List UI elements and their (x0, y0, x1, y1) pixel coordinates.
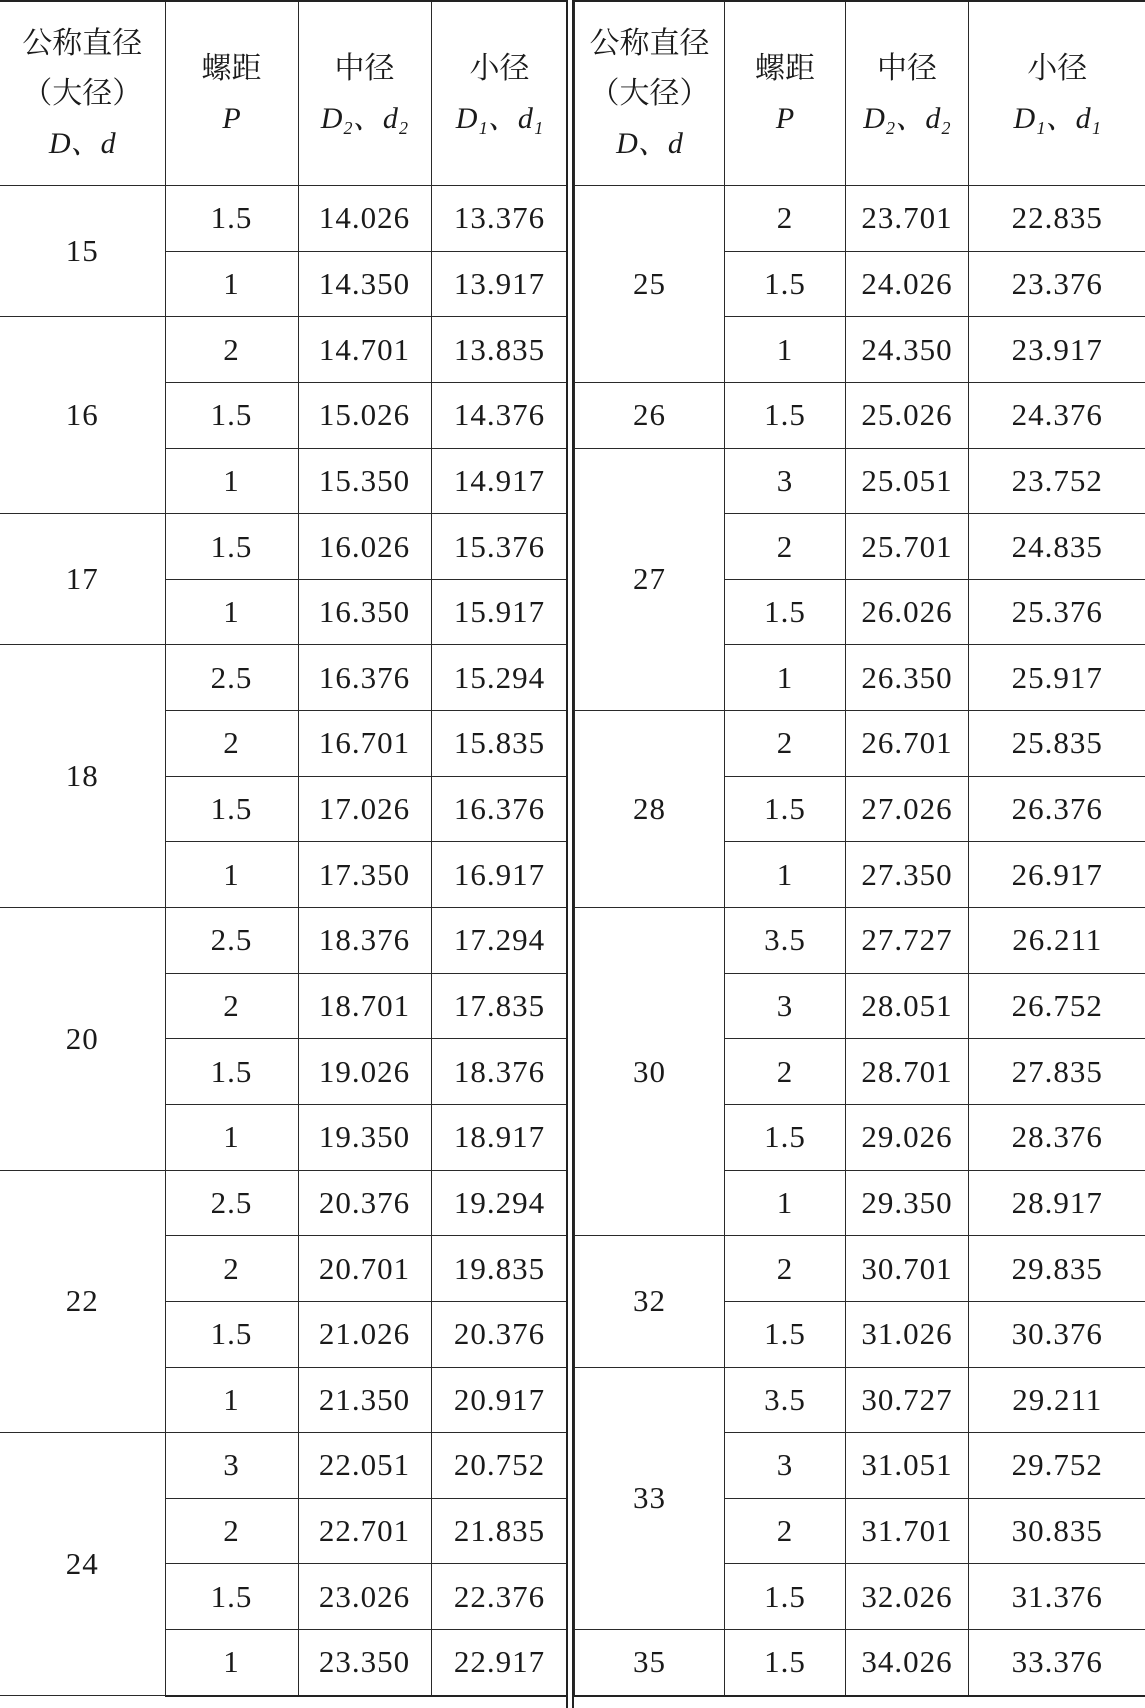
nominal-diameter-cell: 20 (0, 908, 165, 1171)
header-row (0, 1, 568, 186)
minor-diameter-cell: 33.376 (969, 1630, 1145, 1696)
pitch-cell: 2 (725, 186, 846, 252)
pitch-diameter-cell: 15.026 (298, 382, 431, 448)
minor-diameter-cell: 19.294 (431, 1170, 568, 1236)
pitch-diameter-cell: 28.701 (846, 1039, 969, 1105)
pitch-diameter-cell: 17.350 (298, 842, 431, 908)
pitch-cell: 1.5 (165, 186, 298, 252)
table-row (575, 1236, 1145, 1302)
minor-diameter-cell: 27.835 (969, 1039, 1145, 1105)
pitch-diameter-cell: 16.350 (298, 579, 431, 645)
minor-diameter-cell: 17.835 (431, 973, 568, 1039)
pitch-diameter-cell: 21.026 (298, 1301, 431, 1367)
table-row (0, 908, 568, 974)
pitch-diameter-cell: 28.051 (846, 973, 969, 1039)
pitch-cell: 1 (165, 448, 298, 514)
nominal-diameter-cell: 17 (0, 514, 165, 645)
pitch-cell: 3.5 (725, 1367, 846, 1433)
left-table-body (0, 186, 568, 1696)
minor-diameter-cell: 20.917 (431, 1367, 568, 1433)
pitch-diameter-cell: 22.701 (298, 1498, 431, 1564)
pitch-cell: 3 (725, 448, 846, 514)
pitch-diameter-cell: 31.026 (846, 1301, 969, 1367)
pitch-cell: 2 (165, 1236, 298, 1302)
pitch-cell: 1.5 (725, 251, 846, 317)
nominal-diameter-cell: 26 (575, 382, 725, 448)
pitch-diameter-cell: 22.051 (298, 1433, 431, 1499)
pitch-diameter-cell: 26.350 (846, 645, 969, 711)
pitch-diameter-cell: 24.350 (846, 317, 969, 383)
minor-diameter-cell: 24.376 (969, 382, 1145, 448)
pitch-diameter-cell: 25.051 (846, 448, 969, 514)
pitch-cell: 1.5 (725, 1564, 846, 1630)
minor-diameter-cell: 23.752 (969, 448, 1145, 514)
table-row (0, 1433, 568, 1499)
minor-diameter-cell: 28.376 (969, 1104, 1145, 1170)
nominal-diameter-cell: 32 (575, 1236, 725, 1367)
nominal-diameter-cell: 33 (575, 1367, 725, 1630)
minor-diameter-cell: 16.376 (431, 776, 568, 842)
table-row (575, 908, 1145, 974)
pitch-diameter-cell: 26.701 (846, 711, 969, 777)
minor-diameter-cell: 30.376 (969, 1301, 1145, 1367)
table-row (575, 382, 1145, 448)
pitch-diameter-cell: 23.701 (846, 186, 969, 252)
pitch-cell: 1 (725, 842, 846, 908)
minor-diameter-cell: 20.752 (431, 1433, 568, 1499)
minor-diameter-cell: 18.376 (431, 1039, 568, 1105)
pitch-cell: 2 (165, 973, 298, 1039)
minor-diameter-cell: 18.917 (431, 1104, 568, 1170)
nominal-diameter-cell: 30 (575, 908, 725, 1236)
pitch-cell: 1.5 (725, 1301, 846, 1367)
pitch-cell: 2 (725, 711, 846, 777)
pitch-diameter-cell: 19.350 (298, 1104, 431, 1170)
pitch-cell: 2 (725, 1039, 846, 1105)
nominal-diameter-header: 公称直径 （大径） D、d (0, 1, 165, 186)
pitch-cell: 1.5 (165, 1039, 298, 1105)
pitch-diameter-cell: 20.376 (298, 1170, 431, 1236)
minor-diameter-cell: 15.835 (431, 711, 568, 777)
pitch-diameter-cell: 29.350 (846, 1170, 969, 1236)
pitch-diameter-cell: 18.701 (298, 973, 431, 1039)
minor-diameter-cell: 28.917 (969, 1170, 1145, 1236)
minor-diameter-header: 小径 D₁、d₁ (969, 1, 1145, 186)
nominal-diameter-cell: 28 (575, 711, 725, 908)
pitch-diameter-cell: 29.026 (846, 1104, 969, 1170)
pitch-cell: 1 (725, 1170, 846, 1236)
pitch-cell: 2 (165, 711, 298, 777)
pitch-diameter-cell: 20.701 (298, 1236, 431, 1302)
table-row (0, 645, 568, 711)
pitch-diameter-cell: 16.026 (298, 514, 431, 580)
minor-diameter-cell: 22.917 (431, 1630, 568, 1696)
table-row (575, 448, 1145, 514)
pitch-cell: 3 (725, 1433, 846, 1499)
pitch-cell: 2 (165, 1498, 298, 1564)
pitch-diameter-cell: 19.026 (298, 1039, 431, 1105)
pitch-cell: 2.5 (165, 645, 298, 711)
pitch-diameter-cell: 25.701 (846, 514, 969, 580)
header-row (575, 1, 1145, 186)
pitch-diameter-cell: 27.350 (846, 842, 969, 908)
right-table (574, 0, 1145, 1697)
minor-diameter-cell: 26.211 (969, 908, 1145, 974)
pitch-cell: 2 (165, 317, 298, 383)
pitch-diameter-cell: 26.026 (846, 579, 969, 645)
minor-diameter-cell: 20.376 (431, 1301, 568, 1367)
minor-diameter-cell: 26.376 (969, 776, 1145, 842)
nominal-diameter-cell: 22 (0, 1170, 165, 1433)
table-row (0, 317, 568, 383)
left-table (0, 0, 569, 1697)
pitch-cell: 1.5 (165, 514, 298, 580)
pitch-diameter-cell: 14.350 (298, 251, 431, 317)
pitch-diameter-header: 中径 D₂、d₂ (298, 1, 431, 186)
minor-diameter-cell: 14.376 (431, 382, 568, 448)
minor-diameter-cell: 29.211 (969, 1367, 1145, 1433)
minor-diameter-cell: 15.917 (431, 579, 568, 645)
pitch-cell: 3.5 (725, 908, 846, 974)
minor-diameter-header: 小径 D₁、d₁ (431, 1, 568, 186)
nominal-diameter-cell: 25 (575, 186, 725, 383)
pitch-cell: 2.5 (165, 908, 298, 974)
minor-diameter-cell: 25.835 (969, 711, 1145, 777)
pitch-diameter-cell: 34.026 (846, 1630, 969, 1696)
minor-diameter-cell: 13.835 (431, 317, 568, 383)
minor-diameter-cell: 26.752 (969, 973, 1145, 1039)
pitch-diameter-cell: 27.026 (846, 776, 969, 842)
pitch-diameter-cell: 14.701 (298, 317, 431, 383)
pitch-cell: 1 (165, 1630, 298, 1696)
pitch-cell: 2.5 (165, 1170, 298, 1236)
right-table-body (575, 186, 1145, 1696)
pitch-cell: 3 (165, 1433, 298, 1499)
table-row (575, 1367, 1145, 1433)
nominal-diameter-cell: 27 (575, 448, 725, 711)
pitch-header: 螺距 P (165, 1, 298, 186)
minor-diameter-cell: 25.376 (969, 579, 1145, 645)
pitch-diameter-cell: 24.026 (846, 251, 969, 317)
pitch-cell: 3 (725, 973, 846, 1039)
table-row (575, 1630, 1145, 1696)
minor-diameter-cell: 16.917 (431, 842, 568, 908)
pitch-diameter-cell: 17.026 (298, 776, 431, 842)
pitch-cell: 1.5 (165, 1564, 298, 1630)
pitch-diameter-cell: 31.701 (846, 1498, 969, 1564)
pitch-diameter-cell: 32.026 (846, 1564, 969, 1630)
nominal-diameter-cell: 35 (575, 1630, 725, 1696)
minor-diameter-cell: 17.294 (431, 908, 568, 974)
pitch-diameter-cell: 15.350 (298, 448, 431, 514)
pitch-diameter-cell: 30.701 (846, 1236, 969, 1302)
nominal-diameter-cell: 18 (0, 645, 165, 908)
nominal-diameter-cell: 15 (0, 186, 165, 317)
pitch-diameter-cell: 16.376 (298, 645, 431, 711)
pitch-cell: 1 (165, 579, 298, 645)
pitch-diameter-cell: 14.026 (298, 186, 431, 252)
pitch-header: 螺距 P (725, 1, 846, 186)
minor-diameter-cell: 26.917 (969, 842, 1145, 908)
pitch-cell: 2 (725, 1236, 846, 1302)
pitch-diameter-cell: 27.727 (846, 908, 969, 974)
pitch-diameter-header: 中径 D₂、d₂ (846, 1, 969, 186)
pitch-diameter-cell: 18.376 (298, 908, 431, 974)
pitch-cell: 2 (725, 1498, 846, 1564)
pitch-diameter-cell: 23.026 (298, 1564, 431, 1630)
pitch-cell: 1 (165, 251, 298, 317)
pitch-cell: 1.5 (725, 776, 846, 842)
table-row (0, 186, 568, 252)
minor-diameter-cell: 15.376 (431, 514, 568, 580)
minor-diameter-cell: 25.917 (969, 645, 1145, 711)
pitch-diameter-cell: 31.051 (846, 1433, 969, 1499)
pitch-cell: 1.5 (165, 382, 298, 448)
minor-diameter-cell: 15.294 (431, 645, 568, 711)
pitch-cell: 1 (165, 842, 298, 908)
pitch-cell: 1.5 (725, 1104, 846, 1170)
minor-diameter-cell: 30.835 (969, 1498, 1145, 1564)
pitch-diameter-cell: 16.701 (298, 711, 431, 777)
pitch-diameter-cell: 25.026 (846, 382, 969, 448)
nominal-diameter-cell: 16 (0, 317, 165, 514)
minor-diameter-cell: 19.835 (431, 1236, 568, 1302)
pitch-cell: 1.5 (165, 1301, 298, 1367)
minor-diameter-cell: 24.835 (969, 514, 1145, 580)
minor-diameter-cell: 13.376 (431, 186, 568, 252)
pitch-diameter-cell: 21.350 (298, 1367, 431, 1433)
minor-diameter-cell: 29.752 (969, 1433, 1145, 1499)
minor-diameter-cell: 31.376 (969, 1564, 1145, 1630)
pitch-cell: 1 (725, 317, 846, 383)
pitch-cell: 1 (165, 1104, 298, 1170)
pitch-cell: 1.5 (725, 382, 846, 448)
pitch-diameter-cell: 23.350 (298, 1630, 431, 1696)
pitch-diameter-cell: 30.727 (846, 1367, 969, 1433)
minor-diameter-cell: 13.917 (431, 251, 568, 317)
minor-diameter-cell: 21.835 (431, 1498, 568, 1564)
pitch-cell: 1 (725, 645, 846, 711)
double-divider (566, 0, 574, 1708)
nominal-diameter-cell: 24 (0, 1433, 165, 1696)
table-row (0, 514, 568, 580)
minor-diameter-cell: 22.835 (969, 186, 1145, 252)
minor-diameter-cell: 22.376 (431, 1564, 568, 1630)
table-row (575, 186, 1145, 252)
nominal-diameter-header: 公称直径 （大径） D、d (575, 1, 725, 186)
pitch-cell: 1 (165, 1367, 298, 1433)
pitch-cell: 2 (725, 514, 846, 580)
pitch-cell: 1.5 (725, 1630, 846, 1696)
minor-diameter-cell: 29.835 (969, 1236, 1145, 1302)
minor-diameter-cell: 23.917 (969, 317, 1145, 383)
minor-diameter-cell: 23.376 (969, 251, 1145, 317)
pitch-cell: 1.5 (725, 579, 846, 645)
pitch-cell: 1.5 (165, 776, 298, 842)
table-row (575, 711, 1145, 777)
minor-diameter-cell: 14.917 (431, 448, 568, 514)
table-row (0, 1170, 568, 1236)
